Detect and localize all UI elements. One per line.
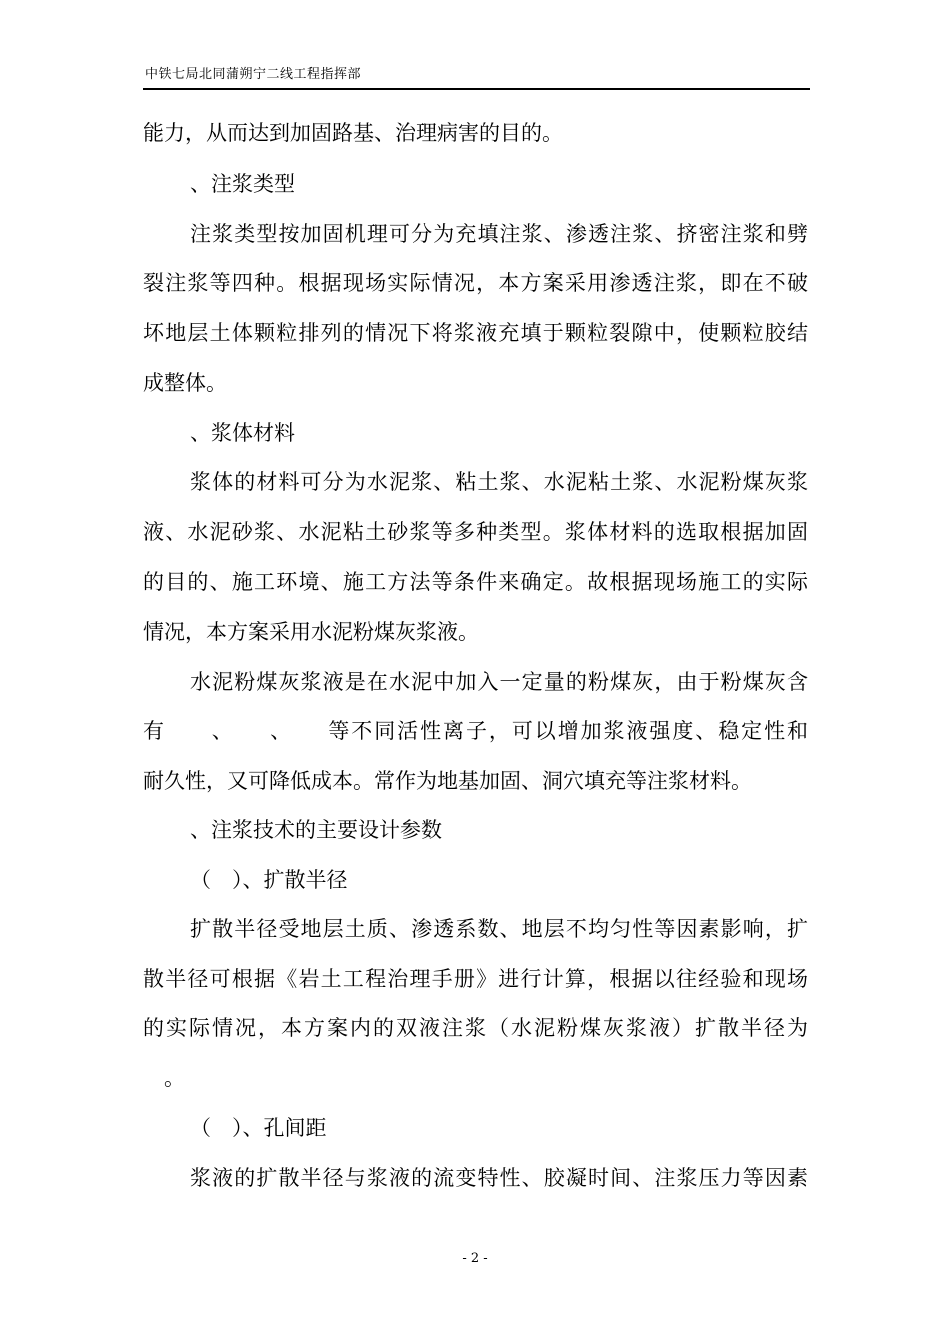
paragraph-line: 有 、 、 等不同活性离子，可以增加浆液强度、稳定性和 [143, 719, 808, 743]
paragraph-line: 的实际情况，本方案内的双液注浆（水泥粉煤灰浆液）扩散半径为 [143, 1016, 808, 1040]
page-header [143, 64, 810, 90]
paragraph-line: 坏地层土体颗粒排列的情况下将浆液充填于颗粒裂隙中，使颗粒胶结 [143, 321, 808, 345]
page-number: - 2 - [462, 1251, 488, 1266]
paragraph-line: 浆液的扩散半径与浆液的流变特性、胶凝时间、注浆压力等因素 [190, 1166, 808, 1190]
paragraph-line: 耐久性，又可降低成本。常作为地基加固、洞穴填充等注浆材料。 [143, 769, 752, 793]
paragraph-line: 浆体的材料可分为水泥浆、粘土浆、水泥粘土浆、水泥粉煤灰浆 [190, 470, 808, 494]
paragraph-line: 能力，从而达到加固路基、治理病害的目的。 [143, 121, 563, 145]
section-heading-slurry-material: 、浆体材料 [190, 421, 295, 445]
paragraph-line: 情况，本方案采用水泥粉煤灰浆液。 [143, 620, 479, 644]
section-heading-design-parameters: 、注浆技术的主要设计参数 [190, 818, 442, 842]
paragraph-line: 水泥粉煤灰浆液是在水泥中加入一定量的粉煤灰，由于粉煤灰含 [190, 670, 808, 694]
paragraph-line: 液、水泥砂浆、水泥粘土砂浆等多种类型。浆体材料的选取根据加固 [143, 520, 808, 544]
section-heading-grouting-type: 、注浆类型 [190, 172, 295, 196]
paragraph-line: 成整体。 [143, 371, 227, 395]
paragraph-line: 散半径可根据《岩土工程治理手册》进行计算，根据以往经验和现场 [143, 967, 808, 991]
paragraph-line: 。 [143, 1066, 185, 1090]
paragraph-line: 的目的、施工环境、施工方法等条件来确定。故根据现场施工的实际 [143, 570, 808, 594]
subsection-heading-hole-spacing: （ ）、孔间距 [190, 1116, 327, 1140]
paragraph-line: 注浆类型按加固机理可分为充填注浆、渗透注浆、挤密注浆和劈 [190, 222, 808, 246]
paragraph-line: 扩散半径受地层土质、渗透系数、地层不均匀性等因素影响，扩 [190, 917, 808, 941]
paragraph-line: 裂注浆等四种。根据现场实际情况，本方案采用渗透注浆，即在不破 [143, 271, 808, 295]
subsection-heading-diffusion-radius: （ ）、扩散半径 [190, 868, 348, 892]
header-title: 中铁七局北同蒲朔宁二线工程指挥部 [145, 67, 362, 82]
